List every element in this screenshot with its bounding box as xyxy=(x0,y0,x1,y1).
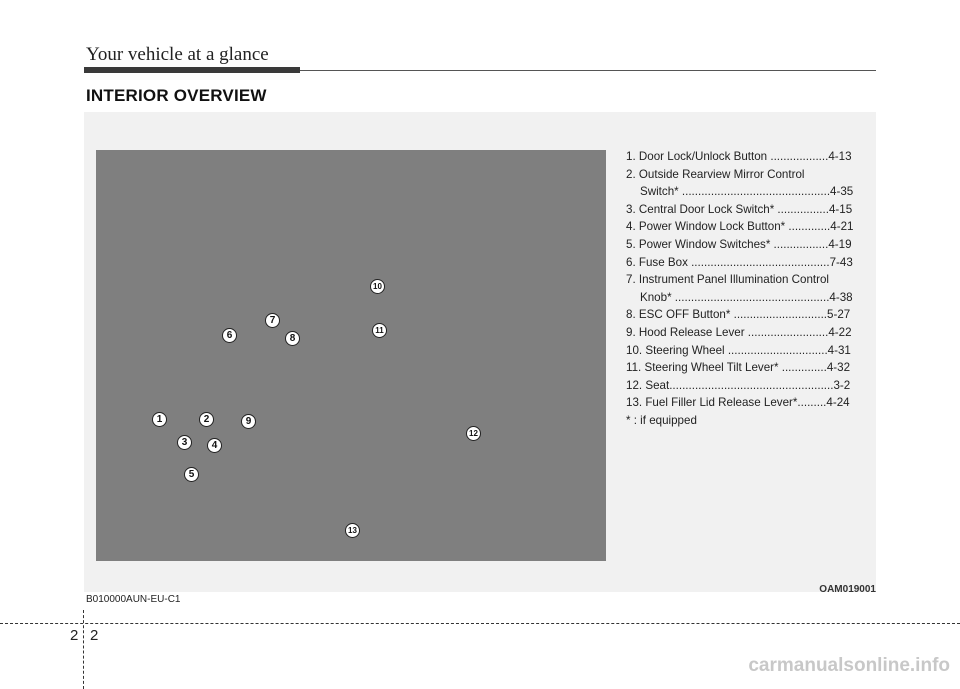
header-title: Your vehicle at a glance xyxy=(86,44,269,65)
legend-item: 1. Door Lock/Unlock Button ..................4-13 xyxy=(626,150,852,163)
callout-marker: 12 xyxy=(466,426,481,441)
image-code: OAM019001 xyxy=(819,584,876,595)
legend-item: 5. Power Window Switches* .................4-19 xyxy=(626,237,852,251)
page-number-chapter: 2 xyxy=(70,627,79,644)
interior-photo xyxy=(96,150,606,561)
header-rule xyxy=(300,70,876,71)
page-number-page: 2 xyxy=(90,627,99,644)
callout-marker: 8 xyxy=(285,331,300,346)
legend-item: 3. Central Door Lock Switch* ................4-15 xyxy=(626,202,853,216)
legend-item: 6. Fuse Box ...........................................7-43 xyxy=(626,255,853,269)
callout-marker: 11 xyxy=(372,323,387,338)
callout-marker: 4 xyxy=(207,438,222,453)
legend-item: 13. Fuel Filler Lid Release Lever*.........4-24 xyxy=(626,396,850,410)
legend-item: 12. Seat...................................................3-2 xyxy=(626,378,851,392)
section-title: INTERIOR OVERVIEW xyxy=(86,86,267,105)
callout-marker: 7 xyxy=(265,313,280,328)
legend-item: 8. ESC OFF Button* .............................5-27 xyxy=(626,308,851,322)
callout-marker: 5 xyxy=(184,467,199,482)
legend-item: 9. Hood Release Lever .........................4-22 xyxy=(626,325,852,339)
footer-rule xyxy=(0,623,960,624)
legend-item: 7. Instrument Panel Illumination Control xyxy=(626,273,829,287)
legend-item: Switch* ..............................................4-35 xyxy=(640,185,854,199)
callout-marker: 13 xyxy=(345,523,360,538)
watermark: carmanualsonline.info xyxy=(748,655,950,676)
footer-vertical-rule xyxy=(83,610,84,689)
legend-item: Knob* ................................................4-38 xyxy=(640,290,853,304)
legend-list xyxy=(626,148,868,430)
callout-marker: 10 xyxy=(370,279,385,294)
legend-item: 10. Steering Wheel ...............................4-31 xyxy=(626,343,851,357)
header-bar xyxy=(84,67,300,73)
callout-marker: 9 xyxy=(241,414,256,429)
doc-code: B010000AUN-EU-C1 xyxy=(86,594,181,605)
legend-item: 2. Outside Rearview Mirror Control xyxy=(626,167,805,181)
legend-item: * : if equipped xyxy=(626,413,697,427)
callout-marker: 1 xyxy=(152,412,167,427)
legend-item: 4. Power Window Lock Button* .............4-21 xyxy=(626,220,854,234)
legend-item: 11. Steering Wheel Tilt Lever* ..............4-32 xyxy=(626,361,851,375)
callout-marker: 3 xyxy=(177,435,192,450)
callout-marker: 6 xyxy=(222,328,237,343)
callout-marker: 2 xyxy=(199,412,214,427)
